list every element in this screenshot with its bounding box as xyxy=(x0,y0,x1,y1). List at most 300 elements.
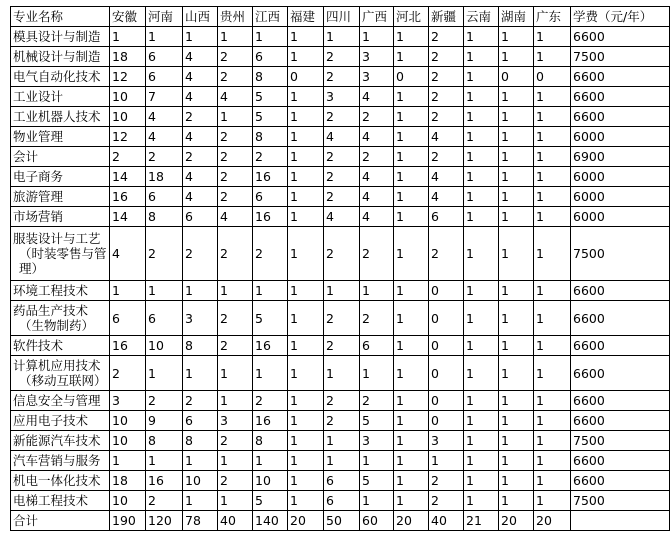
tuition-cell: 7500 xyxy=(571,491,670,511)
quota-cell: 2 xyxy=(360,301,394,336)
quota-cell: 1 xyxy=(218,356,253,391)
quota-cell: 1 xyxy=(183,27,218,47)
quota-cell: 5 xyxy=(360,471,394,491)
quota-cell: 1 xyxy=(288,27,324,47)
quota-cell: 1 xyxy=(534,127,571,147)
tuition-cell: 6600 xyxy=(571,451,670,471)
major-name-cell xyxy=(11,87,110,107)
quota-cell: 6 xyxy=(253,47,288,67)
quota-cell: 1 xyxy=(464,227,499,281)
quota-cell: 9 xyxy=(146,411,183,431)
quota-cell: 2 xyxy=(324,67,360,87)
quota-cell: 0 xyxy=(429,356,464,391)
total-cell: 20 xyxy=(534,511,571,531)
quota-cell: 8 xyxy=(183,336,218,356)
table-row xyxy=(11,356,670,391)
quota-cell: 0 xyxy=(429,281,464,301)
quota-cell: 2 xyxy=(253,391,288,411)
quota-cell: 1 xyxy=(534,471,571,491)
major-name: 电子商务 xyxy=(13,169,64,184)
quota-cell: 6 xyxy=(110,301,146,336)
major-name-cell xyxy=(11,67,110,87)
quota-cell: 7 xyxy=(146,87,183,107)
quota-cell: 16 xyxy=(146,471,183,491)
quota-cell: 1 xyxy=(499,411,534,431)
total-cell: 60 xyxy=(360,511,394,531)
quota-cell: 1 xyxy=(218,107,253,127)
quota-cell: 2 xyxy=(360,227,394,281)
quota-cell: 1 xyxy=(288,47,324,67)
major-name: 软件技术 xyxy=(13,338,64,353)
tuition-cell: 7500 xyxy=(571,47,670,67)
quota-cell: 2 xyxy=(218,147,253,167)
quota-cell: 1 xyxy=(499,27,534,47)
quota-cell: 6 xyxy=(183,207,218,227)
major-name-cell xyxy=(11,227,110,281)
major-name-cell xyxy=(11,336,110,356)
quota-cell: 1 xyxy=(464,471,499,491)
quota-cell: 1 xyxy=(288,471,324,491)
major-name-cell xyxy=(11,391,110,411)
quota-cell: 2 xyxy=(218,471,253,491)
quota-cell: 2 xyxy=(183,391,218,411)
tuition-cell: 6900 xyxy=(571,147,670,167)
quota-cell: 1 xyxy=(288,431,324,451)
table-row xyxy=(11,27,670,47)
quota-cell: 3 xyxy=(360,67,394,87)
quota-cell: 2 xyxy=(218,301,253,336)
quota-cell: 2 xyxy=(218,47,253,67)
quota-cell: 1 xyxy=(394,471,429,491)
quota-cell: 1 xyxy=(253,356,288,391)
quota-cell: 1 xyxy=(499,356,534,391)
quota-cell: 1 xyxy=(394,411,429,431)
quota-cell: 1 xyxy=(288,187,324,207)
quota-cell: 1 xyxy=(534,207,571,227)
quota-cell: 10 xyxy=(110,431,146,451)
quota-cell: 18 xyxy=(146,167,183,187)
quota-cell: 10 xyxy=(110,107,146,127)
tuition-cell: 6600 xyxy=(571,107,670,127)
quota-cell: 10 xyxy=(110,411,146,431)
major-name-cell xyxy=(11,207,110,227)
quota-cell: 4 xyxy=(324,207,360,227)
header-row xyxy=(11,7,670,27)
quota-cell: 16 xyxy=(253,207,288,227)
quota-cell: 5 xyxy=(253,491,288,511)
quota-cell: 0 xyxy=(429,411,464,431)
tuition-cell: 7500 xyxy=(571,431,670,451)
quota-cell: 1 xyxy=(464,27,499,47)
total-row xyxy=(11,511,670,531)
quota-cell: 1 xyxy=(146,27,183,47)
quota-cell: 0 xyxy=(429,301,464,336)
quota-cell: 3 xyxy=(324,87,360,107)
quota-cell: 1 xyxy=(464,87,499,107)
quota-cell: 1 xyxy=(534,451,571,471)
quota-cell: 1 xyxy=(464,207,499,227)
quota-cell: 2 xyxy=(429,67,464,87)
quota-cell: 1 xyxy=(464,411,499,431)
quota-cell: 2 xyxy=(218,67,253,87)
quota-cell: 1 xyxy=(464,107,499,127)
quota-cell: 1 xyxy=(464,147,499,167)
quota-cell: 6 xyxy=(360,336,394,356)
quota-cell: 6 xyxy=(146,301,183,336)
quota-cell: 4 xyxy=(360,127,394,147)
quota-cell: 10 xyxy=(183,471,218,491)
quota-cell: 16 xyxy=(253,411,288,431)
major-name-cell xyxy=(11,491,110,511)
quota-cell: 1 xyxy=(218,491,253,511)
major-name-cell xyxy=(11,187,110,207)
quota-cell: 1 xyxy=(464,301,499,336)
major-subtitle: （移动互联网） xyxy=(19,373,107,388)
table-row xyxy=(11,107,670,127)
total-cell: 190 xyxy=(110,511,146,531)
quota-cell: 1 xyxy=(394,227,429,281)
quota-cell: 0 xyxy=(429,336,464,356)
quota-cell: 1 xyxy=(288,451,324,471)
quota-cell: 6 xyxy=(146,187,183,207)
total-cell: 40 xyxy=(429,511,464,531)
quota-cell: 1 xyxy=(394,187,429,207)
quota-cell: 4 xyxy=(183,127,218,147)
major-name: 机械设计与制造 xyxy=(13,49,101,64)
quota-cell: 2 xyxy=(324,301,360,336)
quota-cell: 1 xyxy=(394,47,429,67)
major-name: 旅游管理 xyxy=(13,189,64,204)
total-label: 合计 xyxy=(11,511,110,531)
quota-cell: 4 xyxy=(183,47,218,67)
quota-cell: 1 xyxy=(394,491,429,511)
quota-cell: 1 xyxy=(534,187,571,207)
quota-cell: 1 xyxy=(499,391,534,411)
quota-cell: 1 xyxy=(534,167,571,187)
total-cell: 78 xyxy=(183,511,218,531)
quota-cell: 6 xyxy=(324,471,360,491)
quota-cell: 4 xyxy=(218,207,253,227)
quota-cell: 1 xyxy=(394,147,429,167)
quota-cell: 1 xyxy=(499,471,534,491)
quota-cell: 2 xyxy=(218,127,253,147)
quota-cell: 3 xyxy=(360,47,394,67)
quota-cell: 1 xyxy=(499,491,534,511)
quota-cell: 2 xyxy=(253,227,288,281)
major-name: 计算机应用技术 xyxy=(13,358,101,373)
header-province: 四川 xyxy=(324,7,360,27)
quota-cell: 1 xyxy=(534,281,571,301)
major-name: 新能源汽车技术 xyxy=(13,433,101,448)
quota-cell: 2 xyxy=(253,147,288,167)
quota-cell: 2 xyxy=(360,391,394,411)
major-name: 汽车营销与服务 xyxy=(13,453,101,468)
quota-cell: 1 xyxy=(324,356,360,391)
table-row xyxy=(11,301,670,336)
quota-cell: 2 xyxy=(429,471,464,491)
quota-cell: 2 xyxy=(324,147,360,167)
quota-cell: 1 xyxy=(183,451,218,471)
quota-cell: 2 xyxy=(429,47,464,67)
tuition-cell: 6600 xyxy=(571,87,670,107)
tuition-cell: 6600 xyxy=(571,411,670,431)
quota-cell: 1 xyxy=(464,167,499,187)
total-cell: 20 xyxy=(288,511,324,531)
quota-cell: 1 xyxy=(534,47,571,67)
quota-cell: 5 xyxy=(360,411,394,431)
quota-cell: 2 xyxy=(429,27,464,47)
table-row xyxy=(11,431,670,451)
quota-cell: 14 xyxy=(110,167,146,187)
quota-cell: 2 xyxy=(110,147,146,167)
quota-cell: 1 xyxy=(253,27,288,47)
major-name: 机电一体化技术 xyxy=(13,473,101,488)
quota-cell: 1 xyxy=(394,301,429,336)
quota-cell: 2 xyxy=(429,227,464,281)
quota-cell: 1 xyxy=(324,281,360,301)
major-name: 工业设计 xyxy=(13,89,64,104)
quota-cell: 1 xyxy=(464,491,499,511)
quota-cell: 1 xyxy=(499,47,534,67)
total-cell: 20 xyxy=(499,511,534,531)
quota-cell: 1 xyxy=(360,491,394,511)
quota-cell: 10 xyxy=(110,491,146,511)
quota-cell: 2 xyxy=(218,187,253,207)
quota-cell: 6 xyxy=(183,411,218,431)
quota-cell: 1 xyxy=(360,27,394,47)
total-cell: 40 xyxy=(218,511,253,531)
quota-cell: 4 xyxy=(146,107,183,127)
major-name-cell xyxy=(11,27,110,47)
quota-cell: 1 xyxy=(253,281,288,301)
tuition-cell: 6000 xyxy=(571,187,670,207)
quota-cell: 1 xyxy=(288,227,324,281)
quota-cell: 2 xyxy=(429,491,464,511)
quota-cell: 1 xyxy=(534,227,571,281)
table-row xyxy=(11,491,670,511)
quota-cell: 3 xyxy=(429,431,464,451)
quota-cell: 6 xyxy=(146,67,183,87)
quota-cell: 1 xyxy=(534,87,571,107)
total-cell: 140 xyxy=(253,511,288,531)
quota-cell: 12 xyxy=(110,67,146,87)
quota-cell: 1 xyxy=(464,431,499,451)
quota-cell: 1 xyxy=(499,301,534,336)
quota-cell: 1 xyxy=(360,281,394,301)
quota-cell: 1 xyxy=(288,87,324,107)
header-tuition: 学费（元/年） xyxy=(571,7,670,27)
quota-cell: 1 xyxy=(499,187,534,207)
quota-cell: 1 xyxy=(499,127,534,147)
quota-cell: 2 xyxy=(324,391,360,411)
quota-cell: 1 xyxy=(218,391,253,411)
major-name: 服装设计与工艺 xyxy=(13,231,101,246)
major-subtitle: （生物制药） xyxy=(19,318,95,333)
tuition-cell: 7500 xyxy=(571,227,670,281)
major-name: 应用电子技术 xyxy=(13,413,89,428)
table-row xyxy=(11,127,670,147)
quota-cell: 1 xyxy=(534,431,571,451)
quota-cell: 1 xyxy=(183,491,218,511)
quota-cell: 1 xyxy=(534,107,571,127)
table-row xyxy=(11,471,670,491)
major-name: 电气自动化技术 xyxy=(13,69,101,84)
major-name-cell xyxy=(11,167,110,187)
quota-cell: 8 xyxy=(146,431,183,451)
table-row xyxy=(11,187,670,207)
quota-cell: 1 xyxy=(499,227,534,281)
quota-cell: 0 xyxy=(288,67,324,87)
table-row xyxy=(11,391,670,411)
quota-cell: 8 xyxy=(253,431,288,451)
quota-cell: 4 xyxy=(183,187,218,207)
tuition-cell: 6600 xyxy=(571,336,670,356)
quota-cell: 3 xyxy=(110,391,146,411)
quota-cell: 1 xyxy=(110,281,146,301)
quota-cell: 2 xyxy=(218,227,253,281)
quota-cell: 8 xyxy=(183,431,218,451)
enrollment-plan-table xyxy=(10,6,670,531)
quota-cell: 2 xyxy=(218,431,253,451)
quota-cell: 2 xyxy=(183,227,218,281)
quota-cell: 5 xyxy=(253,87,288,107)
table-row xyxy=(11,451,670,471)
quota-cell: 1 xyxy=(394,127,429,147)
tuition-cell: 6600 xyxy=(571,356,670,391)
quota-cell: 4 xyxy=(183,167,218,187)
quota-cell: 1 xyxy=(499,431,534,451)
quota-cell: 8 xyxy=(253,67,288,87)
table-row xyxy=(11,207,670,227)
table-row xyxy=(11,336,670,356)
quota-cell: 1 xyxy=(218,281,253,301)
quota-cell: 1 xyxy=(394,431,429,451)
quota-cell: 1 xyxy=(288,301,324,336)
quota-cell: 4 xyxy=(360,167,394,187)
major-name-cell xyxy=(11,107,110,127)
quota-cell: 5 xyxy=(253,107,288,127)
quota-cell: 1 xyxy=(429,451,464,471)
quota-cell: 1 xyxy=(360,451,394,471)
quota-cell: 16 xyxy=(253,336,288,356)
quota-cell: 1 xyxy=(394,356,429,391)
quota-cell: 1 xyxy=(534,336,571,356)
quota-cell: 4 xyxy=(324,127,360,147)
header-province: 江西 xyxy=(253,7,288,27)
major-name: 环境工程技术 xyxy=(13,283,89,298)
quota-cell: 3 xyxy=(360,431,394,451)
quota-cell: 2 xyxy=(429,87,464,107)
quota-cell: 1 xyxy=(183,281,218,301)
header-major: 专业名称 xyxy=(11,7,110,27)
quota-cell: 1 xyxy=(218,27,253,47)
quota-cell: 4 xyxy=(218,87,253,107)
quota-cell: 2 xyxy=(146,391,183,411)
tuition-cell: 6600 xyxy=(571,67,670,87)
quota-cell: 1 xyxy=(394,207,429,227)
quota-cell: 1 xyxy=(464,187,499,207)
quota-cell: 18 xyxy=(110,47,146,67)
total-cell: 50 xyxy=(324,511,360,531)
quota-cell: 1 xyxy=(146,281,183,301)
header-province: 河南 xyxy=(146,7,183,27)
quota-cell: 1 xyxy=(499,281,534,301)
quota-cell: 1 xyxy=(288,391,324,411)
header-province: 新疆 xyxy=(429,7,464,27)
table-row xyxy=(11,167,670,187)
quota-cell: 1 xyxy=(360,356,394,391)
quota-cell: 2 xyxy=(429,147,464,167)
quota-cell: 10 xyxy=(253,471,288,491)
major-name-cell xyxy=(11,47,110,67)
quota-cell: 16 xyxy=(110,336,146,356)
quota-cell: 1 xyxy=(464,47,499,67)
quota-cell: 1 xyxy=(324,27,360,47)
header-province: 云南 xyxy=(464,7,499,27)
quota-cell: 4 xyxy=(360,207,394,227)
tuition-cell: 6600 xyxy=(571,471,670,491)
quota-cell: 1 xyxy=(394,27,429,47)
quota-cell: 2 xyxy=(218,336,253,356)
header-province: 贵州 xyxy=(218,7,253,27)
quota-cell: 1 xyxy=(288,107,324,127)
total-cell: 21 xyxy=(464,511,499,531)
quota-cell: 5 xyxy=(253,301,288,336)
quota-cell: 6 xyxy=(324,491,360,511)
table-row xyxy=(11,281,670,301)
major-name: 市场营销 xyxy=(13,209,64,224)
quota-cell: 1 xyxy=(464,391,499,411)
quota-cell: 1 xyxy=(288,281,324,301)
quota-cell: 2 xyxy=(429,107,464,127)
quota-cell: 1 xyxy=(464,67,499,87)
quota-cell: 1 xyxy=(499,147,534,167)
quota-cell: 1 xyxy=(464,356,499,391)
quota-cell: 8 xyxy=(253,127,288,147)
quota-cell: 8 xyxy=(146,207,183,227)
quota-cell: 1 xyxy=(253,451,288,471)
major-name-cell xyxy=(11,431,110,451)
quota-cell: 6 xyxy=(146,47,183,67)
major-name-cell xyxy=(11,127,110,147)
quota-cell: 16 xyxy=(110,187,146,207)
quota-cell: 1 xyxy=(288,336,324,356)
table-row xyxy=(11,147,670,167)
quota-cell: 2 xyxy=(324,47,360,67)
quota-cell: 1 xyxy=(394,336,429,356)
quota-cell: 4 xyxy=(110,227,146,281)
major-name: 会计 xyxy=(13,149,39,164)
quota-cell: 1 xyxy=(394,451,429,471)
quota-cell: 1 xyxy=(288,207,324,227)
quota-cell: 10 xyxy=(110,87,146,107)
total-cell: 20 xyxy=(394,511,429,531)
header-province: 福建 xyxy=(288,7,324,27)
major-name-cell xyxy=(11,281,110,301)
quota-cell: 1 xyxy=(218,451,253,471)
table-row xyxy=(11,227,670,281)
quota-cell: 1 xyxy=(394,281,429,301)
major-name: 电梯工程技术 xyxy=(13,493,89,508)
quota-cell: 4 xyxy=(360,87,394,107)
quota-cell: 1 xyxy=(324,451,360,471)
major-name: 工业机器人技术 xyxy=(13,109,101,124)
quota-cell: 2 xyxy=(324,167,360,187)
quota-cell: 3 xyxy=(183,301,218,336)
quota-cell: 2 xyxy=(146,147,183,167)
quota-cell: 1 xyxy=(534,411,571,431)
major-name-cell xyxy=(11,411,110,431)
